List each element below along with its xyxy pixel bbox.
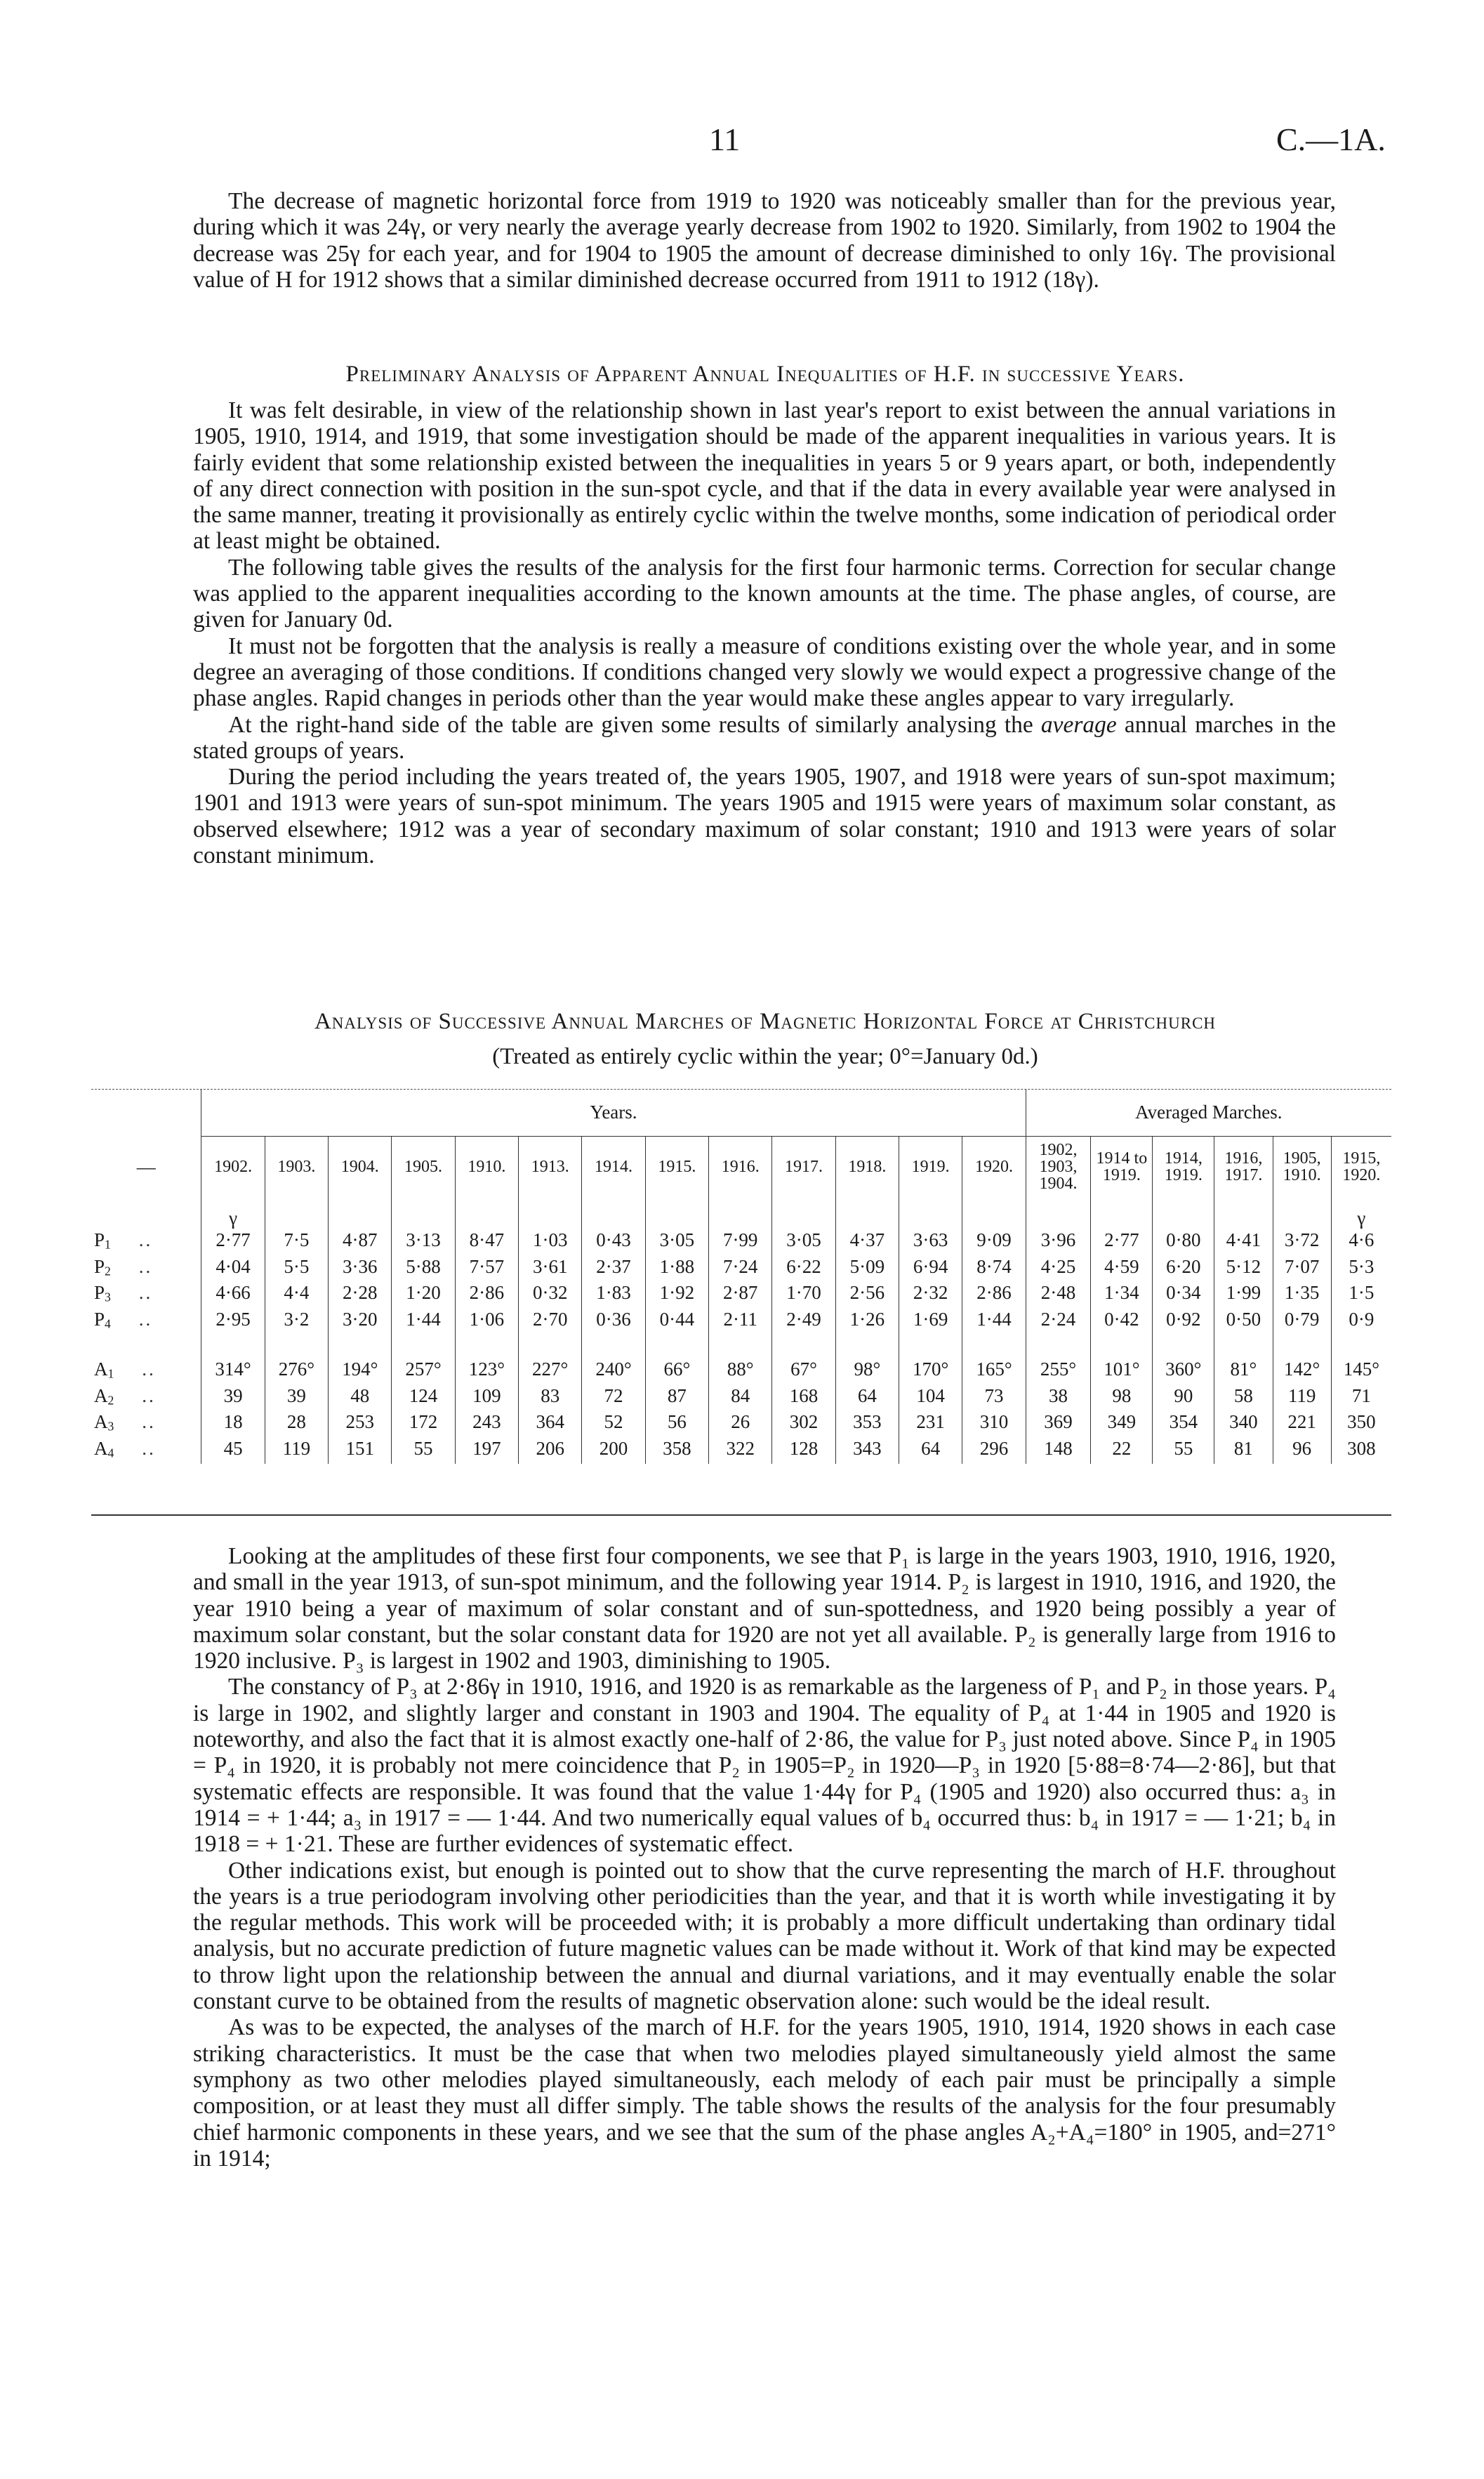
table-cell: 7·99 <box>709 1229 772 1256</box>
paragraph: The constancy of P₃ at 2·86γ in 1910, 1916, and 1920 is as remarkable as the largeness of P₁ and P₂ in those years. P₄ is large in 1902, and slightly larger and constant in 1903 and 1904. The equality of P₄ at 1·44 in 1905 and 1920 is noteworthy, and also the fact that it is almost exactly one-half of 2·86, the value for P₃ just noted above. Since P₄ in 1905 = P₄ in 1920, it is probably not mere coincidence that P₂ in 1905=P₂ in 1920—P₃ in 1920 [5·88=8·74—2·86], but that systematic effects are responsible. It was found that the value 1·44γ for P₄ (1905 and 1920) also occurred thus: a₃ in 1914 = + 1·44; a₃ in 1917 = — 1·44. And two numerically equal values of b₄ occurred thus: b₄ in 1917 = — 1·21; b₄ in 1918 = + 1·21. These are further evidences of systematic effect. <box>193 1674 1336 1858</box>
table-cell: 165° <box>962 1335 1026 1385</box>
section-heading: Preliminary Analysis of Apparent Annual Inequalities of H.F. in successive Years. <box>345 362 1185 387</box>
table-column-header-row <box>91 1136 1391 1198</box>
table-cell: 6·94 <box>899 1256 962 1283</box>
table-cell: 1·06 <box>455 1309 518 1335</box>
phase-rows <box>91 1335 1391 1464</box>
row-label-subscript: 2 <box>107 1393 114 1407</box>
table-cell: 3·2 <box>265 1309 328 1335</box>
table-cell: 2·11 <box>709 1309 772 1335</box>
table-cell: 98° <box>835 1335 899 1385</box>
column-header: 1903. <box>265 1136 328 1198</box>
table-cell: 255° <box>1026 1335 1091 1385</box>
table-cell: 3·61 <box>519 1256 582 1283</box>
table-cell: 7·07 <box>1273 1256 1331 1283</box>
table-title: Analysis of Successive Annual Marches of Magnetic Horizontal Force at Christchurch <box>314 1009 1217 1034</box>
table-cell: 0·44 <box>645 1309 708 1335</box>
table-cell: 296 <box>962 1438 1026 1465</box>
table-cell: 48 <box>329 1385 392 1412</box>
table-cell: 71 <box>1331 1385 1391 1412</box>
paragraph: As was to be expected, the analyses of the march of H.F. for the years 1905, 1910, 1914, 1920 shows in each case striking characteristics. It must be the case that when two melodies played simultaneously yield almost the same symphony as two other melodies played simultaneously, each melody of each pair must be principally a simple composition, or at least they must all differ simply. The table shows the results of the analysis for the four presumably chief harmonic components in these years, and we see that the sum of the phase angles A₂+A₄=180° in 1905, and=271° in 1914; <box>193 2014 1336 2171</box>
table-cell: 0·80 <box>1153 1229 1214 1256</box>
table-cell: 39 <box>265 1385 328 1412</box>
table-cell: 3·63 <box>899 1229 962 1256</box>
table-cell: 66° <box>645 1335 708 1385</box>
table-cell: 55 <box>1153 1438 1214 1465</box>
table-cell: 194° <box>329 1335 392 1385</box>
column-header: 1914 to 1919. <box>1091 1136 1153 1198</box>
gamma-unit: γ <box>1331 1198 1391 1229</box>
column-header: 1916, 1917. <box>1214 1136 1273 1198</box>
table-cell: 2·24 <box>1026 1309 1091 1335</box>
leader-dots: .. <box>142 1384 156 1406</box>
row-label-letter: P <box>94 1308 105 1330</box>
table-cell: 6·20 <box>1153 1256 1214 1283</box>
table-cell: 1·5 <box>1331 1282 1391 1309</box>
table-cell: 1·99 <box>1214 1282 1273 1309</box>
table-cell: 2·28 <box>329 1282 392 1309</box>
table-cell: 0·36 <box>582 1309 645 1335</box>
table-cell: 8·74 <box>962 1256 1026 1283</box>
gamma-unit: γ <box>201 1198 265 1229</box>
table-cell: 354 <box>1153 1411 1214 1438</box>
table-cell: 206 <box>519 1438 582 1465</box>
table-cell: 6·22 <box>772 1256 835 1283</box>
leader-dots: .. <box>142 1359 156 1380</box>
table-row <box>91 1335 1391 1385</box>
table-group-header-row <box>91 1090 1391 1136</box>
column-header: 1902, 1903, 1904. <box>1026 1136 1091 1198</box>
table-cell: 5·12 <box>1214 1256 1273 1283</box>
table-cell: 4·37 <box>835 1229 899 1256</box>
table-cell: 3·13 <box>392 1229 455 1256</box>
text-run: annual marches in the stated groups of years. <box>193 711 1337 764</box>
table-cell: 322 <box>709 1438 772 1465</box>
table-cell: 2·77 <box>1091 1229 1153 1256</box>
table-cell: 253 <box>329 1411 392 1438</box>
page-number: 11 <box>709 121 741 157</box>
column-header: 1914. <box>582 1136 645 1198</box>
table-cell: 3·36 <box>329 1256 392 1283</box>
row-label <box>91 1282 201 1309</box>
unit-cell <box>392 1198 455 1229</box>
unit-cell <box>772 1198 835 1229</box>
unit-cell <box>265 1198 328 1229</box>
table-cell: 4·66 <box>201 1282 265 1309</box>
table-cell: 200 <box>582 1438 645 1465</box>
table-cell: 358 <box>645 1438 708 1465</box>
table-cell: 5·88 <box>392 1256 455 1283</box>
table-cell: 172 <box>392 1411 455 1438</box>
header-dash: — <box>136 1156 156 1177</box>
paragraph: The following table gives the results of the analysis for the first four harmonic terms. Correction for secular change was applied to the apparent inequalities according to the known amounts at the time. The phase angles, of course, are given for January 0d. <box>193 554 1336 633</box>
column-header: 1919. <box>899 1136 962 1198</box>
table-cell: 3·96 <box>1026 1229 1091 1256</box>
table-cell: 81 <box>1214 1438 1273 1465</box>
paragraph: It was felt desirable, in view of the relationship shown in last year's report to exist between the annual variations in 1905, 1910, 1914, and 1919, that some investigation should be made of the apparent inequalities in various years. It is fairly evident that some relationship existed between the inequalities in years 5 or 9 years apart, or both, independently of any direct connection with position in the sun-spot cycle, and that if the data in every available year were analysed in the same manner, treating it provisionally as entirely cyclic within the twelve months, some indication of periodical order at least might be obtained. <box>193 397 1336 555</box>
column-header: 1910. <box>455 1136 518 1198</box>
table-cell: 4·6 <box>1331 1229 1391 1256</box>
row-label-subscript: 1 <box>107 1366 114 1381</box>
table-cell: 98 <box>1091 1385 1153 1412</box>
table-cell: 0·42 <box>1091 1309 1153 1335</box>
table-cell: 227° <box>519 1335 582 1385</box>
unit-row <box>91 1198 1391 1229</box>
table-row <box>91 1438 1391 1465</box>
table-row <box>91 1282 1391 1309</box>
table-cell: 369 <box>1026 1411 1091 1438</box>
table-bottom-rule <box>91 1514 1391 1516</box>
table-cell: 124 <box>392 1385 455 1412</box>
table-row <box>91 1256 1391 1283</box>
table-cell: 3·05 <box>645 1229 708 1256</box>
table-cell: 58 <box>1214 1385 1273 1412</box>
table-cell: 1·69 <box>899 1309 962 1335</box>
table-cell: 2·86 <box>455 1282 518 1309</box>
unit-cell <box>582 1198 645 1229</box>
column-header: 1905, 1910. <box>1273 1136 1331 1198</box>
table-cell: 104 <box>899 1385 962 1412</box>
unit-cell <box>519 1198 582 1229</box>
column-header: 1920. <box>962 1136 1026 1198</box>
table-cell: 4·04 <box>201 1256 265 1283</box>
table-cell: 28 <box>265 1411 328 1438</box>
row-label-subscript: 3 <box>107 1419 114 1434</box>
averaged-group-label: Averaged Marches. <box>1026 1090 1391 1136</box>
table-cell: 5·3 <box>1331 1256 1391 1283</box>
table-cell: 0·92 <box>1153 1309 1214 1335</box>
column-header: 1916. <box>709 1136 772 1198</box>
table-cell: 310 <box>962 1411 1026 1438</box>
column-header: 1914, 1919. <box>1153 1136 1214 1198</box>
table-cell: 349 <box>1091 1411 1153 1438</box>
table-cell: 73 <box>962 1385 1026 1412</box>
table-cell: 123° <box>455 1335 518 1385</box>
table-cell: 0·50 <box>1214 1309 1273 1335</box>
row-label-subscript: 1 <box>105 1237 111 1252</box>
paragraph: Other indications exist, but enough is pointed out to show that the curve representing the march of H.F. throughout the years is a true periodogram involving other periodicities than the year, and that it is worth while investigating it by the regular methods. This work will be proceeded with; it is probably a more difficult undertaking than ordinary tidal analysis, but no accurate prediction of future magnetic values can be made without it. Work of that kind may be expected to throw light upon the relationship between the annual and diurnal variations, and it may eventually enable the solar constant curve to be obtained from the results of magnetic observation alone: such would be the ideal result. <box>193 1857 1336 2015</box>
leader-dots: .. <box>138 1229 153 1250</box>
unit-cell <box>455 1198 518 1229</box>
row-label-subscript: 4 <box>107 1446 114 1460</box>
table-cell: 243 <box>455 1411 518 1438</box>
table-cell: 353 <box>835 1411 899 1438</box>
unit-cell <box>1153 1198 1214 1229</box>
table-cell: 26 <box>709 1411 772 1438</box>
table-cell: 39 <box>201 1385 265 1412</box>
table-cell: 2·77 <box>201 1229 265 1256</box>
analysis-paragraphs <box>193 397 1336 868</box>
table-cell: 1·20 <box>392 1282 455 1309</box>
table-cell: 72 <box>582 1385 645 1412</box>
document-reference: C.—1A. <box>1276 121 1386 157</box>
unit-cell <box>1091 1198 1153 1229</box>
table-cell: 52 <box>582 1411 645 1438</box>
header-blank <box>91 1090 201 1136</box>
table-cell: 168 <box>772 1385 835 1412</box>
table-cell: 18 <box>201 1411 265 1438</box>
paragraph: It must not be forgotten that the analysis is really a measure of conditions existing over the whole year, and in some degree an averaging of those conditions. If conditions changed very slowly we would expect a progressive change of the phase angles. Rapid changes in periods other than the year would make these angles appear to vary irregularly. <box>193 633 1336 712</box>
table-row <box>91 1229 1391 1256</box>
table-cell: 1·70 <box>772 1282 835 1309</box>
table-cell: 350 <box>1331 1411 1391 1438</box>
table-cell: 3·20 <box>329 1309 392 1335</box>
table-cell: 151 <box>329 1438 392 1465</box>
row-label <box>91 1309 201 1335</box>
unit-cell <box>835 1198 899 1229</box>
table-cell: 145° <box>1331 1335 1391 1385</box>
table-cell: 3·72 <box>1273 1229 1331 1256</box>
table-cell: 1·88 <box>645 1256 708 1283</box>
table-cell: 4·25 <box>1026 1256 1091 1283</box>
column-header: 1913. <box>519 1136 582 1198</box>
discussion-paragraphs <box>193 1543 1336 2171</box>
table-cell: 0·34 <box>1153 1282 1214 1309</box>
table-cell: 4·59 <box>1091 1256 1153 1283</box>
table-cell: 2·49 <box>772 1309 835 1335</box>
table-cell: 142° <box>1273 1335 1331 1385</box>
unit-cell <box>1026 1198 1091 1229</box>
paragraph: During the period including the years treated of, the years 1905, 1907, and 1918 were years of sun-spot maximum; 1901 and 1913 were years of sun-spot minimum. The years 1905 and 1915 were years of maximum solar constant, as observed elsewhere; 1912 was a year of secondary maximum of solar constant; 1910 and 1913 were years of solar constant minimum. <box>193 764 1336 869</box>
unit-cell <box>1214 1198 1273 1229</box>
table-cell: 8·47 <box>455 1229 518 1256</box>
table-cell: 148 <box>1026 1438 1091 1465</box>
table-cell: 364 <box>519 1411 582 1438</box>
table-cell: 87 <box>645 1385 708 1412</box>
table-cell: 221 <box>1273 1411 1331 1438</box>
unit-cell <box>645 1198 708 1229</box>
row-label <box>91 1229 201 1256</box>
row-label <box>91 1411 201 1438</box>
table-cell: 90 <box>1153 1385 1214 1412</box>
table-cell: 55 <box>392 1438 455 1465</box>
table-cell: 2·95 <box>201 1309 265 1335</box>
row-label-letter: A <box>94 1411 108 1432</box>
table-cell: 2·87 <box>709 1282 772 1309</box>
table-cell: 109 <box>455 1385 518 1412</box>
table-cell: 4·41 <box>1214 1229 1273 1256</box>
table-cell: 84 <box>709 1385 772 1412</box>
table-cell: 45 <box>201 1438 265 1465</box>
paragraph <box>193 712 1336 765</box>
table-cell: 360° <box>1153 1335 1214 1385</box>
row-label <box>91 1438 201 1465</box>
table-cell: 1·34 <box>1091 1282 1153 1309</box>
leader-dots: .. <box>142 1411 156 1432</box>
table-cell: 2·70 <box>519 1309 582 1335</box>
years-group-label: Years. <box>201 1090 1026 1136</box>
table-cell: 0·79 <box>1273 1309 1331 1335</box>
table-row <box>91 1385 1391 1412</box>
table-cell: 1·35 <box>1273 1282 1331 1309</box>
table-cell: 314° <box>201 1335 265 1385</box>
table-cell: 2·56 <box>835 1282 899 1309</box>
column-header: 1902. <box>201 1136 265 1198</box>
table-cell: 340 <box>1214 1411 1273 1438</box>
table-cell: 4·4 <box>265 1282 328 1309</box>
column-header: 1915. <box>645 1136 708 1198</box>
amplitude-rows <box>91 1198 1391 1335</box>
table-cell: 3·05 <box>772 1229 835 1256</box>
table-cell: 22 <box>1091 1438 1153 1465</box>
table-cell: 119 <box>1273 1385 1331 1412</box>
table-cell: 88° <box>709 1335 772 1385</box>
row-label-letter: A <box>94 1437 108 1459</box>
table-row <box>91 1411 1391 1438</box>
paragraph: Looking at the amplitudes of these first four components, we see that P₁ is large in the years 1903, 1910, 1916, 1920, and small in the year 1913, of sun-spot minimum, and the following year 1914. P₂ is largest in 1910, 1916, and 1920, the year 1910 being a year of maximum of solar constant and of sun-spottedness, and 1920 being possibly a year of maximum solar constant, but the solar constant data for 1920 are not yet all available. P₂ is generally large from 1916 to 1920 inclusive. P₃ is largest in 1902 and 1903, diminishing to 1905. <box>193 1543 1336 1674</box>
table-cell: 67° <box>772 1335 835 1385</box>
table-cell: 2·48 <box>1026 1282 1091 1309</box>
table-cell: 308 <box>1331 1438 1391 1465</box>
unit-cell <box>91 1198 201 1229</box>
column-header: 1905. <box>392 1136 455 1198</box>
table-cell: 38 <box>1026 1385 1091 1412</box>
row-label-letter: A <box>94 1384 108 1406</box>
table-cell: 83 <box>519 1385 582 1412</box>
leader-dots: .. <box>138 1282 153 1303</box>
table-cell: 343 <box>835 1438 899 1465</box>
column-header: 1904. <box>329 1136 392 1198</box>
table-cell: 64 <box>899 1438 962 1465</box>
table-cell: 302 <box>772 1411 835 1438</box>
table-cell: 2·32 <box>899 1282 962 1309</box>
table-cell: 1·26 <box>835 1309 899 1335</box>
row-label <box>91 1256 201 1283</box>
table-cell: 7·24 <box>709 1256 772 1283</box>
table-cell: 0·43 <box>582 1229 645 1256</box>
table-cell: 231 <box>899 1411 962 1438</box>
table-cell: 0·9 <box>1331 1309 1391 1335</box>
table-cell: 5·09 <box>835 1256 899 1283</box>
table-cell: 1·92 <box>645 1282 708 1309</box>
leader-dots: .. <box>142 1437 156 1459</box>
table-cell: 5·5 <box>265 1256 328 1283</box>
table-cell: 0·32 <box>519 1282 582 1309</box>
table-cell: 170° <box>899 1335 962 1385</box>
table-cell: 7·57 <box>455 1256 518 1283</box>
table-cell: 101° <box>1091 1335 1153 1385</box>
table-cell: 1·44 <box>962 1309 1026 1335</box>
table-cell: 7·5 <box>265 1229 328 1256</box>
table-cell: 128 <box>772 1438 835 1465</box>
table-cell: 81° <box>1214 1335 1273 1385</box>
table-cell: 96 <box>1273 1438 1331 1465</box>
leader-dots: .. <box>138 1255 153 1277</box>
row-label-letter: A <box>94 1359 108 1380</box>
harmonic-analysis-table <box>91 1090 1391 1464</box>
table-cell: 276° <box>265 1335 328 1385</box>
table-cell: 119 <box>265 1438 328 1465</box>
row-label-letter: P <box>94 1282 105 1303</box>
row-label-subscript: 4 <box>105 1316 111 1330</box>
intro-paragraph <box>193 188 1336 293</box>
table-cell: 1·83 <box>582 1282 645 1309</box>
row-label-subscript: 2 <box>105 1264 111 1278</box>
unit-cell <box>899 1198 962 1229</box>
row-label-subscript: 3 <box>105 1290 111 1304</box>
table-cell: 1·03 <box>519 1229 582 1256</box>
row-label <box>91 1385 201 1412</box>
table-cell: 2·37 <box>582 1256 645 1283</box>
table-cell: 240° <box>582 1335 645 1385</box>
table-cell: 9·09 <box>962 1229 1026 1256</box>
table-cell: 1·44 <box>392 1309 455 1335</box>
table-cell: 257° <box>392 1335 455 1385</box>
paragraph: The decrease of magnetic horizontal force from 1919 to 1920 was noticeably smaller than for the previous year, during which it was 24γ, or very nearly the average yearly decrease from 1902 to 1920. Similarly, from 1902 to 1904 the decrease was 25γ for each year, and for 1904 to 1905 the amount of decrease diminished to only 16γ. The provisional value of H for 1912 shows that a similar diminished decrease occurred from 1911 to 1912 (18γ). <box>193 188 1336 293</box>
unit-cell <box>962 1198 1026 1229</box>
row-label <box>91 1335 201 1385</box>
unit-cell <box>329 1198 392 1229</box>
column-header: 1918. <box>835 1136 899 1198</box>
table-cell: 2·86 <box>962 1282 1026 1309</box>
table-row <box>91 1309 1391 1335</box>
italic-word: average <box>1040 711 1117 738</box>
row-label-letter: P <box>94 1229 105 1250</box>
row-label-letter: P <box>94 1255 105 1277</box>
leader-dots: .. <box>138 1308 153 1330</box>
table-cell: 56 <box>645 1411 708 1438</box>
text-run: At the right-hand side of the table are given some results of similarly analysing the <box>228 711 1041 738</box>
table-cell: 4·87 <box>329 1229 392 1256</box>
column-header: 1917. <box>772 1136 835 1198</box>
unit-cell <box>709 1198 772 1229</box>
table-cell: 197 <box>455 1438 518 1465</box>
table-subtitle: (Treated as entirely cyclic within the year; 0°=January 0d.) <box>492 1044 1038 1069</box>
unit-cell <box>1273 1198 1331 1229</box>
column-header: 1915, 1920. <box>1331 1136 1391 1198</box>
table-cell: 64 <box>835 1385 899 1412</box>
